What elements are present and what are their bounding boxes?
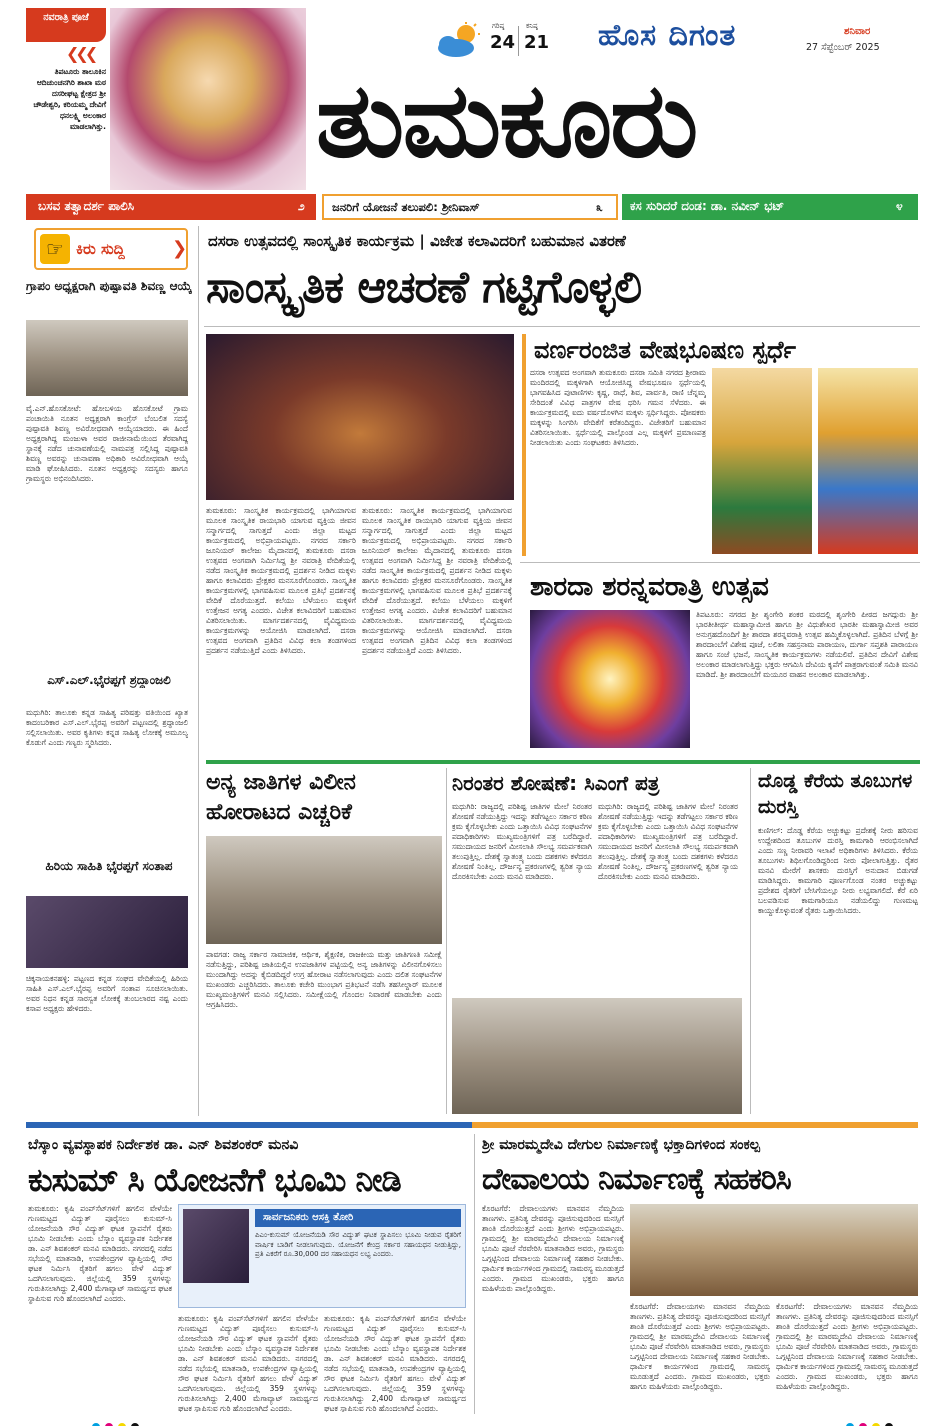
weather-min-label: ಕನಿಷ್ಠ — [526, 22, 538, 30]
exploit-photo — [452, 998, 742, 1114]
exploit-body-col2: ಮಧುಗಿರಿ: ರಾಜ್ಯದಲ್ಲಿ ಪರಿಶಿಷ್ಟ ಜಾತಿಗಳ ಮೇಲೆ ನಿರಂತರ ಶೋಷಣೆ ನಡೆಯುತ್ತಿದ್ದು ಇದನ್ನು ತಡೆಗಟ್ಟಲು ಸರ್ಕಾರ ಕಠಿಣ ಕ್ರಮ ಕೈಗೊಳ್ಳಬೇಕು ಎಂದು ಒತ್ತಾಯಿಸಿ ವಿವಿಧ ಸಂಘಟನೆಗಳ ಪದಾಧಿಕಾರಿಗಳು ಮುಖ್ಯಮಂತ್ರಿಗಳಿಗೆ ಪತ್ರ ಬರೆದಿದ್ದಾರೆ. ಸಮುದಾಯದ ಜನರಿಗೆ ಮೀಸಲಾತಿ ಸೌಲಭ್ಯ ಸಮರ್ಪಕವಾಗಿ ತಲುಪುತ್ತಿಲ್ಲ. ದೇಶಕ್ಕೆ ಸ್ವಾತಂತ್ರ್ಯ ಬಂದು ದಶಕಗಳು ಕಳೆದರೂ ಶೋಷಣೆ ನಿಂತಿಲ್ಲ. ದೌರ್ಜನ್ಯ ಪ್ರಕರಣಗಳಲ್ಲಿ ತ್ವರಿತ ನ್ಯಾಯ ದೊರಕಿಸಬೇಕು ಎಂದು ಮನವಿ ಮಾಡಿದರು. — [598, 802, 738, 881]
sidebar-item-3-title: ಹಿರಿಯ ಸಾಹಿತಿ ಭೈರಪ್ಪಗೆ ಸಂತಾಪ — [45, 859, 173, 873]
caste-body: ಪಾವಗಡ: ರಾಜ್ಯ ಸರ್ಕಾರ ಸಾಮಾಜಿಕ, ಆರ್ಥಿಕ, ಶೈಕ್ಷಣಿಕ, ರಾಜಕೀಯ ಮತ್ತು ಜಾತಿಗಣತಿ ಸಮೀಕ್ಷೆ ನಡೆಸುತ್ತಿದ್ದು, ಪರಿಶಿಷ್ಟ ಜಾತಿಯಲ್ಲಿನ ಉಪಜಾತಿಗಳ ಪಟ್ಟಿಯಲ್ಲಿ ಅನ್ಯ ಜಾತಿಗಳನ್ನು ವಿಲೀನಗೊಳಿಸಲು ಮುಂದಾಗಿದ್ದು ಅದನ್ನು ಕೈಬಿಡದಿದ್ದರೆ ಉಗ್ರ ಹೋರಾಟ ನಡೆಸಲಾಗುವುದು ಎಂದು ದಲಿತ ಸಂಘಟನೆಗಳ ಮುಖಂಡರು ಎಚ್ಚರಿಸಿದರು. ತಾಲೂಕು ಕಚೇರಿ ಮುಂಭಾಗ ಪ್ರತಿಭಟನೆ ನಡೆಸಿ ತಹಸೀಲ್ದಾರ್ ಮೂಲಕ ಮುಖ್ಯಮಂತ್ರಿಗಳಿಗೆ ಮನವಿ ಸಲ್ಲಿಸಿದರು. ಸಮೀಕ್ಷೆಯಲ್ಲಿ ಗೊಂದಲ ನಿವಾರಣೆ ಮಾಡಬೇಕು ಎಂದು ಆಗ್ರಹಿಸಿದರು. — [206, 950, 442, 1009]
lead-headline: ಸಾಂಸ್ಕೃತಿಕ ಆಚರಣೆ ಗಟ್ಟಿಗೊಳ್ಳಲಿ — [206, 262, 642, 313]
weather-max: 24 — [490, 32, 516, 53]
lead-body-col1: ತುಮಕೂರು: ಸಾಂಸ್ಕೃತಿಕ ಕಾರ್ಯಕ್ರಮದಲ್ಲಿ ಭಾಗಿಯಾಗುವ ಮೂಲಕ ಸಾಂಸ್ಕೃತಿಕ ರಾಯಭಾರಿ ಯಾಗುವ ವ್ಯಕ್ತಿಯ ಜೀವನ ಸನ್ಮಾರ್ಗದಲ್ಲಿ ಸಾಗುತ್ತದೆ ಎಂದು ಜಿಲ್ಲಾ ಮಟ್ಟದ ಕಾರ್ಯಕ್ರಮದಲ್ಲಿ ಅಭಿಪ್ರಾಯಪಟ್ಟರು. ನಗರದ ಸರ್ಕಾರಿ ಜೂನಿಯರ್ ಕಾಲೇಜು ಮೈದಾನದಲ್ಲಿ ತುಮಕೂರು ದಸರಾ ಉತ್ಸವದ ಅಂಗವಾಗಿ ನಿರ್ಮಿಸಿದ್ದ ಶ್ರೀ ನವರಾತ್ರಿ ವೇದಿಕೆಯಲ್ಲಿ ನಡೆದ ಸಾಂಸ್ಕೃತಿಕ ಕಾರ್ಯಕ್ರಮದಲ್ಲಿ ಪ್ರದರ್ಶನ ನೀಡಿದ ಮಕ್ಕಳು ಹಾಗೂ ಕಲಾವಿದರು ಪ್ರೇಕ್ಷಕರ ಮನಸೂರೆಗೊಂಡರು. ಸಾಂಸ್ಕೃತಿಕ ಕಾರ್ಯಕ್ರಮಗಳಲ್ಲಿ ಭಾಗವಹಿಸುವ ಮೂಲಕ ಪ್ರತಿಭೆ ಪ್ರದರ್ಶನಕ್ಕೆ ವೇದಿಕೆ ದೊರೆಯುತ್ತದೆ. ಕಲೆಯು ಬೆಳೆಯಲು ಮಕ್ಕಳಿಗೆ ಉತ್ತೇಜನ ಅಗತ್ಯ ಎಂದರು. ವಿಜೇತ ಕಲಾವಿದರಿಗೆ ಬಹುಮಾನ ವಿತರಿಸಲಾಯಿತು. ಮಾರ್ಗದರ್ಶನದಲ್ಲಿ ವೈವಿಧ್ಯಮಯ ಕಾರ್ಯಕ್ರಮಗಳನ್ನು ಆಯೋಜಿಸಿ ಮಾಡಲಾಗಿದೆ. ದಸರಾ ಉತ್ಸವದ ಅಂಗವಾಗಿ ಪ್ರತಿದಿನ ವಿವಿಧ ಕಲಾ ತಂಡಗಳಿಂದ ಪ್ರದರ್ಶನ ನಡೆಯುತ್ತಿದೆ ಎಂದು ತಿಳಿಸಿದರು. — [206, 506, 356, 655]
teaser-1-text: ಬಸವ ತತ್ವಾದರ್ಶ ಪಾಲಿಸಿ — [38, 199, 135, 213]
temple-headline: ದೇವಾಲಯ ನಿರ್ಮಾಣಕ್ಕೆ ಸಹಕರಿಸಿ — [482, 1162, 791, 1197]
weather-max-label: ಗರಿಷ್ಠ — [492, 22, 505, 30]
kusum-box-body: ಪಿಎಂ-ಕುಸುಮ್ ಯೋಜನೆಯಡಿ ಸೌರ ವಿದ್ಯುತ್ ಘಟಕ ಸ್ಥಾಪಿಸಲು ಭೂಮಿ ನೀಡುವ ರೈತರಿಗೆ ವಾರ್ಷಿಕ ಬಾಡಿಗೆ ನೀಡಲಾಗುವುದು. ಯೋಜನೆಗೆ ಕೇಂದ್ರ ಸರ್ಕಾರ ಸಹಾಯಧನ ನೀಡುತ್ತಿದ್ದು, ಪ್ರತಿ ಎಕರೆಗೆ ರೂ.30,000 ದರ ಸಹಾಯಧನ ಲಭ್ಯ ಎಂದರು. — [255, 1231, 461, 1258]
kusum-kicker: ಬೆಸ್ಕಾಂ ವ್ಯವಸ್ಥಾಪಕ ನಿರ್ದೇಶಕ ಡಾ. ಎನ್ ಶಿವಶಂಕರ್ ಮನವಿ — [28, 1137, 299, 1153]
sidebar-item-3-body: ಚಿಕ್ಕನಾಯಕನಹಳ್ಳಿ: ಪಟ್ಟಣದ ಕನ್ನಡ ಸಂಘದ ವೇದಿಕೆಯಲ್ಲಿ ಹಿರಿಯ ಸಾಹಿತಿ ಎಸ್.ಎಲ್.ಭೈರಪ್ಪ ಅವರಿಗೆ ಸಂತಾಪ ಸೂಚಿಸಲಾಯಿತು. ಅವರ ನಿಧನ ಕನ್ನಡ ಸಾರಸ್ವತ ಲೋಕಕ್ಕೆ ತುಂಬಲಾರದ ನಷ್ಟ ಎಂದು ಕಸಾಪ ಅಧ್ಯಕ್ಷರು ಹೇಳಿದರು. — [26, 974, 188, 1013]
sidebar-item-1-title: ಗ್ರಾಪಂ ಅಧ್ಯಕ್ಷರಾಗಿ ಪುಷ್ಪಾವತಿ ಶಿವಣ್ಣ ಆಯ್ಕೆ — [26, 279, 192, 293]
temple-photo — [630, 1204, 918, 1296]
registration-mark-right — [846, 1416, 893, 1426]
costume-photo-2 — [818, 368, 918, 554]
lead-body-col2: ತುಮಕೂರು: ಸಾಂಸ್ಕೃತಿಕ ಕಾರ್ಯಕ್ರಮದಲ್ಲಿ ಭಾಗಿಯಾಗುವ ಮೂಲಕ ಸಾಂಸ್ಕೃತಿಕ ರಾಯಭಾರಿ ಯಾಗುವ ವ್ಯಕ್ತಿಯ ಜೀವನ ಸನ್ಮಾರ್ಗದಲ್ಲಿ ಸಾಗುತ್ತದೆ ಎಂದು ಜಿಲ್ಲಾ ಮಟ್ಟದ ಕಾರ್ಯಕ್ರಮದಲ್ಲಿ ಅಭಿಪ್ರಾಯಪಟ್ಟರು. ನಗರದ ಸರ್ಕಾರಿ ಜೂನಿಯರ್ ಕಾಲೇಜು ಮೈದಾನದಲ್ಲಿ ತುಮಕೂರು ದಸರಾ ಉತ್ಸವದ ಅಂಗವಾಗಿ ನಿರ್ಮಿಸಿದ್ದ ಶ್ರೀ ನವರಾತ್ರಿ ವೇದಿಕೆಯಲ್ಲಿ ನಡೆದ ಸಾಂಸ್ಕೃತಿಕ ಕಾರ್ಯಕ್ರಮದಲ್ಲಿ ಪ್ರದರ್ಶನ ನೀಡಿದ ಮಕ್ಕಳು ಹಾಗೂ ಕಲಾವಿದರು ಪ್ರೇಕ್ಷಕರ ಮನಸೂರೆಗೊಂಡರು. ಸಾಂಸ್ಕೃತಿಕ ಕಾರ್ಯಕ್ರಮಗಳಲ್ಲಿ ಭಾಗವಹಿಸುವ ಮೂಲಕ ಪ್ರತಿಭೆ ಪ್ರದರ್ಶನಕ್ಕೆ ವೇದಿಕೆ ದೊರೆಯುತ್ತದೆ. ಕಲೆಯು ಬೆಳೆಯಲು ಮಕ್ಕಳಿಗೆ ಉತ್ತೇಜನ ಅಗತ್ಯ ಎಂದರು. ವಿಜೇತ ಕಲಾವಿದರಿಗೆ ಬಹುಮಾನ ವಿತರಿಸಲಾಯಿತು. ಮಾರ್ಗದರ್ಶನದಲ್ಲಿ ವೈವಿಧ್ಯಮಯ ಕಾರ್ಯಕ್ರಮಗಳನ್ನು ಆಯೋಜಿಸಿ ಮಾಡಲಾಗಿದೆ. ದಸರಾ ಉತ್ಸವದ ಅಂಗವಾಗಿ ಪ್ರತಿದಿನ ವಿವಿಧ ಕಲಾ ತಂಡಗಳಿಂದ ಪ್ರದರ್ಶನ ನಡೆಯುತ್ತಿದೆ ಎಂದು ತಿಳಿಸಿದರು. — [362, 506, 512, 655]
kusum-box-title: ಸಾರ್ವಜನಿಕರು ಆಸಕ್ತಿ ತೋರಿ — [255, 1209, 461, 1227]
caste-photo — [206, 836, 442, 944]
lead-photo — [206, 334, 514, 500]
teaser-3-text: ಕಸ ಸುರಿದರೆ ದಂಡ: ಡಾ. ನವೀನ್ ಭಟ್ — [630, 199, 785, 213]
sidebar-item-3-photo — [26, 896, 188, 968]
festival-caption: ತಿಪಟೂರು ತಾಲೂಕಿನ ಆದಿಚುಂಚನಗಿರಿ ಶಾಖಾ ಮಠ ದಸರೀಘಟ್ಟ ಕ್ಷೇತ್ರದ ಶ್ರೀ ಚೌಡೇಶ್ವರಿ, ಕರಿಯಮ್ಮ ದೇವಿಗೆ ಧನಲಕ್ಷ್ಮಿ ಅಲಂಕಾರ ಮಾಡಲಾಗಿತ್ತು. — [33, 67, 106, 131]
registration-mark-left — [92, 1416, 139, 1426]
kusum-box — [178, 1204, 466, 1308]
kusum-headline: ಕುಸುಮ್ ಸಿ ಯೋಜನೆಗೆ ಭೂಮಿ ನೀಡಿ — [28, 1161, 401, 1199]
costume-body: ದಸರಾ ಉತ್ಸವದ ಅಂಗವಾಗಿ ತುಮಕೂರು ದಸರಾ ಸಮಿತಿ ನಗರದ ಶ್ರೀರಾಮ ಮಂದಿರದಲ್ಲಿ ಮಕ್ಕಳಿಗಾಗಿ ಆಯೋಜಿಸಿದ್ದ ವೇಷಭೂಷಣ ಸ್ಪರ್ಧೆಯಲ್ಲಿ ಭಾಗವಹಿಸಿದ ಪುಟಾಣಿಗಳು ಕೃಷ್ಣ, ರಾಧೆ, ಶಿವ, ಪಾರ್ವತಿ, ರಾಣಿ ಚೆನ್ನಮ್ಮ ಸೇರಿದಂತೆ ವಿವಿಧ ಪಾತ್ರಗಳ ವೇಷ ಧರಿಸಿ ಗಮನ ಸೆಳೆದರು. ಈ ಕಾರ್ಯಕ್ರಮದಲ್ಲಿ ಐದು ವರ್ಷದೊಳಗಿನ ಮಕ್ಕಳು ಸ್ಪರ್ಧಿಸಿದ್ದರು. ಪೋಷಕರು ಮಕ್ಕಳನ್ನು ಸಿಂಗರಿಸಿ ವೇದಿಕೆಗೆ ಕರೆತಂದಿದ್ದರು. ವಿಜೇತರಿಗೆ ಬಹುಮಾನ ವಿತರಿಸಲಾಯಿತು. ಸ್ಪರ್ಧೆಯಲ್ಲಿ ಪಾಲ್ಗೊಂಡ ಎಲ್ಲ ಮಕ್ಕಳಿಗೆ ಪ್ರಮಾಣಪತ್ರ ನೀಡಲಾಯಿತು ಎಂದು ಸಂಘಟಕರು ತಿಳಿಸಿದರು. — [530, 368, 706, 447]
sidebar-brand-text: ಕಿರು ಸುದ್ದಿ — [76, 240, 125, 258]
partly-cloudy-icon — [434, 22, 486, 60]
sidebar-brand — [34, 228, 188, 270]
teaser-2[interactable] — [322, 194, 618, 220]
sidebar-item-1-photo — [26, 320, 188, 396]
sharada-headline: ಶಾರದಾ ಶರನ್ನವರಾತ್ರಿ ಉತ್ಸವ — [530, 572, 769, 602]
chevron-icon: ❮❮❮ — [66, 44, 95, 63]
sidebar-item-2-body: ಮಧುಗಿರಿ: ತಾಲೂಕು ಕನ್ನಡ ಸಾಹಿತ್ಯ ಪರಿಷತ್ತು ವತಿಯಿಂದ ಖ್ಯಾತ ಕಾದಂಬರಿಕಾರ ಎಸ್.ಎಲ್.ಭೈರಪ್ಪ ಅವರಿಗೆ ಪಟ್ಟಣದಲ್ಲಿ ಶ್ರದ್ಧಾಂಜಲಿ ಸಲ್ಲಿಸಲಾಯಿತು. ಅವರ ಕೃತಿಗಳು ಕನ್ನಡ ಸಾಹಿತ್ಯ ಲೋಕಕ್ಕೆ ಅಮೂಲ್ಯ ಕೊಡುಗೆ ಎಂದು ಗಣ್ಯರು ಸ್ಮರಿಸಿದರು. — [26, 708, 188, 747]
teaser-bar — [26, 194, 918, 220]
temple-body-col3: ಕೊರಟಗೆರೆ: ದೇವಾಲಯಗಳು ಮಾನವನ ನೆಮ್ಮದಿಯ ತಾಣಗಳು. ಪ್ರತಿನಿತ್ಯ ದೇವರನ್ನು ಪೂಜಿಸುವುದರಿಂದ ಮನಸ್ಸಿಗೆ ಶಾಂತಿ ದೊರೆಯುತ್ತದೆ ಎಂದು ಶ್ರೀಗಳು ಅಭಿಪ್ರಾಯಪಟ್ಟರು. ಗ್ರಾಮದಲ್ಲಿ ಶ್ರೀ ಮಾರಮ್ಮದೇವಿ ದೇವಾಲಯ ನಿರ್ಮಾಣಕ್ಕೆ ಭೂಮಿ ಪೂಜೆ ನೆರವೇರಿಸಿ ಮಾತನಾಡಿದ ಅವರು, ಗ್ರಾಮಸ್ಥರು ಒಗ್ಗಟ್ಟಿನಿಂದ ದೇವಾಲಯ ನಿರ್ಮಾಣಕ್ಕೆ ಸಹಕಾರ ನೀಡಬೇಕು. ಧಾರ್ಮಿಕ ಕಾರ್ಯಗಳಿಂದ ಗ್ರಾಮದಲ್ಲಿ ಸಾಮರಸ್ಯ ಮೂಡುತ್ತದೆ ಎಂದರು. ಗ್ರಾಮದ ಮುಖಂಡರು, ಭಕ್ತರು ಹಾಗೂ ಮಹಿಳೆಯರು ಪಾಲ್ಗೊಂಡಿದ್ದರು. — [776, 1302, 918, 1391]
lake-headline: ದೊಡ್ಡ ಕೆರೆಯ ತೂಬುಗಳ ದುರಸ್ತಿ — [758, 770, 913, 818]
edition-title: ತುಮಕೂರು — [316, 59, 697, 181]
festival-box — [26, 8, 306, 190]
temple-kicker: ಶ್ರೀ ಮಾರಮ್ಮದೇವಿ ದೇಗುಲ ನಿರ್ಮಾಣಕ್ಕೆ ಭಕ್ತಾದಿಗಳಿಂದ ಸಂಕಲ್ಪ — [482, 1137, 760, 1153]
teaser-3-page: ೪ — [896, 199, 903, 213]
teaser-1-page: ೨ — [298, 199, 305, 213]
pointing-hand-icon: ☞ — [40, 234, 70, 264]
sidebar — [26, 226, 192, 1116]
sharada-photo — [530, 610, 690, 748]
teaser-2-page: ೩ — [596, 200, 603, 214]
costume-headline: ವರ್ಣರಂಜಿತ ವೇಷಭೂಷಣ ಸ್ಪರ್ಧೆ — [534, 336, 796, 364]
chevron-right-icon: ❯ — [172, 238, 188, 259]
costume-photo-1 — [712, 368, 812, 554]
teaser-3[interactable] — [622, 194, 918, 220]
sidebar-item-2-title: ಎಸ್.ಎಲ್.ಭೈರಪ್ಪಗೆ ಶ್ರದ್ಧಾಂಜಲಿ — [47, 673, 171, 687]
teaser-1[interactable] — [26, 194, 316, 220]
paper-logo: ಹೊಸ ದಿಗಂತ — [598, 18, 737, 53]
temple-body-col2: ಕೊರಟಗೆರೆ: ದೇವಾಲಯಗಳು ಮಾನವನ ನೆಮ್ಮದಿಯ ತಾಣಗಳು. ಪ್ರತಿನಿತ್ಯ ದೇವರನ್ನು ಪೂಜಿಸುವುದರಿಂದ ಮನಸ್ಸಿಗೆ ಶಾಂತಿ ದೊರೆಯುತ್ತದೆ ಎಂದು ಶ್ರೀಗಳು ಅಭಿಪ್ರಾಯಪಟ್ಟರು. ಗ್ರಾಮದಲ್ಲಿ ಶ್ರೀ ಮಾರಮ್ಮದೇವಿ ದೇವಾಲಯ ನಿರ್ಮಾಣಕ್ಕೆ ಭೂಮಿ ಪೂಜೆ ನೆರವೇರಿಸಿ ಮಾತನಾಡಿದ ಅವರು, ಗ್ರಾಮಸ್ಥರು ಒಗ್ಗಟ್ಟಿನಿಂದ ದೇವಾಲಯ ನಿರ್ಮಾಣಕ್ಕೆ ಸಹಕಾರ ನೀಡಬೇಕು. ಧಾರ್ಮಿಕ ಕಾರ್ಯಗಳಿಂದ ಗ್ರಾಮದಲ್ಲಿ ಸಾಮರಸ್ಯ ಮೂಡುತ್ತದೆ ಎಂದರು. ಗ್ರಾಮದ ಮುಖಂಡರು, ಭಕ್ತರು ಹಾಗೂ ಮಹಿಳೆಯರು ಪಾಲ್ಗೊಂಡಿದ್ದರು. — [630, 1302, 770, 1391]
kusum-photo — [183, 1209, 249, 1283]
caste-headline: ಅನ್ಯ ಜಾತಿಗಳ ವಿಲೀನ ಹೋರಾಟದ ಎಚ್ಚರಿಕೆ — [206, 770, 356, 825]
kusum-body-col1: ತುಮಕೂರು: ಕೃಷಿ ಪಂಪ್‌ಸೆಟ್‌ಗಳಿಗೆ ಹಗಲಿನ ವೇಳೆಯೇ ಗುಣಮಟ್ಟದ ವಿದ್ಯುತ್ ಪೂರೈಸಲು ಕುಸುಮ್-ಸಿ ಯೋಜನೆಯಡಿ ಸೌರ ವಿದ್ಯುತ್ ಘಟಕ ಸ್ಥಾಪನೆಗೆ ರೈತರು ಭೂಮಿ ನೀಡಬೇಕು ಎಂದು ಬೆಸ್ಕಾಂ ವ್ಯವಸ್ಥಾಪಕ ನಿರ್ದೇಶಕ ಡಾ. ಎನ್ ಶಿವಶಂಕರ್ ಮನವಿ ಮಾಡಿದರು. ನಗರದಲ್ಲಿ ನಡೆದ ಸಭೆಯಲ್ಲಿ ಮಾತನಾಡಿ, ಉಪಕೇಂದ್ರಗಳ ವ್ಯಾಪ್ತಿಯಲ್ಲಿ ಸೌರ ಘಟಕ ನಿರ್ಮಿಸಿ ರೈತರಿಗೆ ಹಗಲು ವೇಳೆ ವಿದ್ಯುತ್ ಒದಗಿಸಲಾಗುವುದು. ಜಿಲ್ಲೆಯಲ್ಲಿ 359 ಸ್ಥಳಗಳನ್ನು ಗುರುತಿಸಲಾಗಿದ್ದು 2,400 ಮೆಗಾವ್ಯಾಟ್ ಸಾಮರ್ಥ್ಯದ ಘಟಕ ಸ್ಥಾಪಿಸುವ ಗುರಿ ಹೊಂದಲಾಗಿದೆ ಎಂದರು. — [28, 1204, 172, 1303]
exploit-headline: ನಿರಂತರ ಶೋಷಣೆ: ಸಿಎಂಗೆ ಪತ್ರ — [452, 771, 660, 795]
lead-kicker: ದಸರಾ ಉತ್ಸವದಲ್ಲಿ ಸಾಂಸ್ಕೃತಿಕ ಕಾರ್ಯಕ್ರಮ | ವಿಜೇತ ಕಲಾವಿದರಿಗೆ ಬಹುಮಾನ ವಿತರಣೆ — [208, 232, 626, 250]
temple-body-col1: ಕೊರಟಗೆರೆ: ದೇವಾಲಯಗಳು ಮಾನವನ ನೆಮ್ಮದಿಯ ತಾಣಗಳು. ಪ್ರತಿನಿತ್ಯ ದೇವರನ್ನು ಪೂಜಿಸುವುದರಿಂದ ಮನಸ್ಸಿಗೆ ಶಾಂತಿ ದೊರೆಯುತ್ತದೆ ಎಂದು ಶ್ರೀಗಳು ಅಭಿಪ್ರಾಯಪಟ್ಟರು. ಗ್ರಾಮದಲ್ಲಿ ಶ್ರೀ ಮಾರಮ್ಮದೇವಿ ದೇವಾಲಯ ನಿರ್ಮಾಣಕ್ಕೆ ಭೂಮಿ ಪೂಜೆ ನೆರವೇರಿಸಿ ಮಾತನಾಡಿದ ಅವರು, ಗ್ರಾಮಸ್ಥರು ಒಗ್ಗಟ್ಟಿನಿಂದ ದೇವಾಲಯ ನಿರ್ಮಾಣಕ್ಕೆ ಸಹಕಾರ ನೀಡಬೇಕು. ಧಾರ್ಮಿಕ ಕಾರ್ಯಗಳಿಂದ ಗ್ರಾಮದಲ್ಲಿ ಸಾಮರಸ್ಯ ಮೂಡುತ್ತದೆ ಎಂದರು. ಗ್ರಾಮದ ಮುಖಂಡರು, ಭಕ್ತರು ಹಾಗೂ ಮಹಿಳೆಯರು ಪಾಲ್ಗೊಂಡಿದ್ದರು. — [482, 1204, 624, 1293]
lake-body: ಕುಣಿಗಲ್: ದೊಡ್ಡ ಕೆರೆಯ ಅಚ್ಚುಕಟ್ಟು ಪ್ರದೇಶಕ್ಕೆ ನೀರು ಹರಿಸುವ ಉದ್ದೇಶದಿಂದ ತೂಬುಗಳ ದುರಸ್ತಿ ಕಾಮಗಾರಿ ಆರಂಭಿಸಲಾಗಿದೆ ಎಂದು ಸಣ್ಣ ನೀರಾವರಿ ಇಲಾಖೆ ಅಧಿಕಾರಿಗಳು ತಿಳಿಸಿದರು. ಕೆರೆಯ ತೂಬುಗಳು ಶಿಥಿಲಗೊಂಡಿದ್ದರಿಂದ ನೀರು ಪೋಲಾಗುತ್ತಿತ್ತು. ರೈತರ ಮನವಿ ಮೇರೆಗೆ ಶಾಸಕರು ದುರಸ್ತಿಗೆ ಅನುದಾನ ಬಿಡುಗಡೆ ಮಾಡಿಸಿದ್ದರು. ಕಾಮಗಾರಿ ಪೂರ್ಣಗೊಂಡ ನಂತರ ಅಚ್ಚುಕಟ್ಟು ಪ್ರದೇಶದ ರೈತರಿಗೆ ಬೇಸಿಗೆಯಲ್ಲೂ ನೀರು ಲಭ್ಯವಾಗಲಿದೆ. ಕೆರೆ ಏರಿ ಬಲಪಡಿಸುವ ಕಾಮಗಾರಿಯೂ ನಡೆಯಲಿದ್ದು ಗುಣಮಟ್ಟ ಕಾಯ್ದುಕೊಳ್ಳುವಂತೆ ರೈತರು ಒತ್ತಾಯಿಸಿದರು. — [758, 826, 918, 915]
teaser-2-text: ಜನರಿಗೆ ಯೋಜನೆ ತಲುಪಲಿ: ಶ್ರೀನಿವಾಸ್ — [332, 200, 480, 214]
masthead-date: 27 ಸೆಪ್ಟೆಂಬರ್ 2025 — [806, 42, 880, 53]
masthead-day: ಶನಿವಾರ — [844, 26, 871, 37]
sharada-body: ತಿಪಟೂರು: ನಗರದ ಶ್ರೀ ಶೃಂಗೇರಿ ಶಂಕರ ಮಠದಲ್ಲಿ ಶೃಂಗೇರಿ ಪೀಠದ ಜಗದ್ಗುರು ಶ್ರೀ ಭಾರತೀತೀರ್ಥ ಮಹಾಸ್ವಾಮೀಜಿ ಹಾಗೂ ಶ್ರೀ ವಿಧುಶೇಖರ ಭಾರತೀ ಮಹಾಸ್ವಾಮೀಜಿ ಅವರ ಅನುಗ್ರಹದೊಂದಿಗೆ ಶ್ರೀ ಶಾರದಾ ಶರನ್ನವರಾತ್ರಿ ಉತ್ಸವ ಹಮ್ಮಿಕೊಳ್ಳಲಾಗಿದೆ. ಪ್ರತಿದಿನ ಬೆಳಗ್ಗೆ ಶ್ರೀ ಶಾರದಾಂಬೆಗೆ ವಿಶೇಷ ಪೂಜೆ, ಲಲಿತಾ ಸಹಸ್ರನಾಮ ಪಾರಾಯಣ, ದುರ್ಗಾ ಸಪ್ತಶತಿ ಪಾರಾಯಣ ಹಾಗೂ ಸಂಜೆ ಭಜನೆ, ಸಾಂಸ್ಕೃತಿಕ ಕಾರ್ಯಕ್ರಮಗಳು ನಡೆಯಲಿವೆ. ಪ್ರತಿದಿನ ದೇವಿಗೆ ವಿಶೇಷ ಅಲಂಕಾರ ಮಾಡಲಾಗುತ್ತಿದ್ದು ಭಕ್ತರು ಆಗಮಿಸಿ ದೇವಿಯ ಕೃಪೆಗೆ ಪಾತ್ರರಾಗುವಂತೆ ಸಮಿತಿ ಮನವಿ ಮಾಡಿದೆ. ಶ್ರೀ ಶಾರದಾಂಬೆಗೆ ಮಯೂರ ವಾಹನ ಅಲಂಕಾರ ಮಾಡಲಾಗಿತ್ತು. — [696, 610, 918, 679]
festival-tag: ನವರಾತ್ರಿ ಪೂಜೆ — [26, 8, 106, 42]
kusum-body-col3: ತುಮಕೂರು: ಕೃಷಿ ಪಂಪ್‌ಸೆಟ್‌ಗಳಿಗೆ ಹಗಲಿನ ವೇಳೆಯೇ ಗುಣಮಟ್ಟದ ವಿದ್ಯುತ್ ಪೂರೈಸಲು ಕುಸುಮ್-ಸಿ ಯೋಜನೆಯಡಿ ಸೌರ ವಿದ್ಯುತ್ ಘಟಕ ಸ್ಥಾಪನೆಗೆ ರೈತರು ಭೂಮಿ ನೀಡಬೇಕು ಎಂದು ಬೆಸ್ಕಾಂ ವ್ಯವಸ್ಥಾಪಕ ನಿರ್ದೇಶಕ ಡಾ. ಎನ್ ಶಿವಶಂಕರ್ ಮನವಿ ಮಾಡಿದರು. ನಗರದಲ್ಲಿ ನಡೆದ ಸಭೆಯಲ್ಲಿ ಮಾತನಾಡಿ, ಉಪಕೇಂದ್ರಗಳ ವ್ಯಾಪ್ತಿಯಲ್ಲಿ ಸೌರ ಘಟಕ ನಿರ್ಮಿಸಿ ರೈತರಿಗೆ ಹಗಲು ವೇಳೆ ವಿದ್ಯುತ್ ಒದಗಿಸಲಾಗುವುದು. ಜಿಲ್ಲೆಯಲ್ಲಿ 359 ಸ್ಥಳಗಳನ್ನು ಗುರುತಿಸಲಾಗಿದ್ದು 2,400 ಮೆಗಾವ್ಯಾಟ್ ಸಾಮರ್ಥ್ಯದ ಘಟಕ ಸ್ಥಾಪಿಸುವ ಗುರಿ ಹೊಂದಲಾಗಿದೆ ಎಂದರು. — [324, 1314, 466, 1412]
exploit-body-col1: ಮಧುಗಿರಿ: ರಾಜ್ಯದಲ್ಲಿ ಪರಿಶಿಷ್ಟ ಜಾತಿಗಳ ಮೇಲೆ ನಿರಂತರ ಶೋಷಣೆ ನಡೆಯುತ್ತಿದ್ದು ಇದನ್ನು ತಡೆಗಟ್ಟಲು ಸರ್ಕಾರ ಕಠಿಣ ಕ್ರಮ ಕೈಗೊಳ್ಳಬೇಕು ಎಂದು ಒತ್ತಾಯಿಸಿ ವಿವಿಧ ಸಂಘಟನೆಗಳ ಪದಾಧಿಕಾರಿಗಳು ಮುಖ್ಯಮಂತ್ರಿಗಳಿಗೆ ಪತ್ರ ಬರೆದಿದ್ದಾರೆ. ಸಮುದಾಯದ ಜನರಿಗೆ ಮೀಸಲಾತಿ ಸೌಲಭ್ಯ ಸಮರ್ಪಕವಾಗಿ ತಲುಪುತ್ತಿಲ್ಲ. ದೇಶಕ್ಕೆ ಸ್ವಾತಂತ್ರ್ಯ ಬಂದು ದಶಕಗಳು ಕಳೆದರೂ ಶೋಷಣೆ ನಿಂತಿಲ್ಲ. ದೌರ್ಜನ್ಯ ಪ್ರಕರಣಗಳಲ್ಲಿ ತ್ವರಿತ ನ್ಯಾಯ ದೊರಕಿಸಬೇಕು ಎಂದು ಮನವಿ ಮಾಡಿದರು. — [452, 802, 592, 881]
festival-photo — [110, 8, 306, 190]
kusum-body-col2: ತುಮಕೂರು: ಕೃಷಿ ಪಂಪ್‌ಸೆಟ್‌ಗಳಿಗೆ ಹಗಲಿನ ವೇಳೆಯೇ ಗುಣಮಟ್ಟದ ವಿದ್ಯುತ್ ಪೂರೈಸಲು ಕುಸುಮ್-ಸಿ ಯೋಜನೆಯಡಿ ಸೌರ ವಿದ್ಯುತ್ ಘಟಕ ಸ್ಥಾಪನೆಗೆ ರೈತರು ಭೂಮಿ ನೀಡಬೇಕು ಎಂದು ಬೆಸ್ಕಾಂ ವ್ಯವಸ್ಥಾಪಕ ನಿರ್ದೇಶಕ ಡಾ. ಎನ್ ಶಿವಶಂಕರ್ ಮನವಿ ಮಾಡಿದರು. ನಗರದಲ್ಲಿ ನಡೆದ ಸಭೆಯಲ್ಲಿ ಮಾತನಾಡಿ, ಉಪಕೇಂದ್ರಗಳ ವ್ಯಾಪ್ತಿಯಲ್ಲಿ ಸೌರ ಘಟಕ ನಿರ್ಮಿಸಿ ರೈತರಿಗೆ ಹಗಲು ವೇಳೆ ವಿದ್ಯುತ್ ಒದಗಿಸಲಾಗುವುದು. ಜಿಲ್ಲೆಯಲ್ಲಿ 359 ಸ್ಥಳಗಳನ್ನು ಗುರುತಿಸಲಾಗಿದ್ದು 2,400 ಮೆಗಾವ್ಯಾಟ್ ಸಾಮರ್ಥ್ಯದ ಘಟಕ ಸ್ಥಾಪಿಸುವ ಗುರಿ ಹೊಂದಲಾಗಿದೆ ಎಂದರು. — [178, 1314, 318, 1412]
sidebar-item-1-body: ವೈ.ಎನ್.ಹೊಸಕೋಟೆ: ಹೋಬಳಿಯ ಹೊಸಕೋಟೆ ಗ್ರಾಮ ಪಂಚಾಯಿತಿ ನೂತನ ಅಧ್ಯಕ್ಷರಾಗಿ ಕಾಂಗ್ರೆಸ್ ಬೆಂಬಲಿತ ಸದಸ್ಯೆ ಪುಷ್ಪಾವತಿ ಶಿವಣ್ಣ ಅವಿರೋಧವಾಗಿ ಆಯ್ಕೆಯಾದರು. ಈ ಹಿಂದೆ ಅಧ್ಯಕ್ಷರಾಗಿದ್ದ ಮಂಜುಳಾ ಅವರ ರಾಜೀನಾಮೆಯಿಂದ ತೆರವಾಗಿದ್ದ ಸ್ಥಾನಕ್ಕೆ ನಡೆದ ಚುನಾವಣೆಯಲ್ಲಿ ನಾಮಪತ್ರ ಸಲ್ಲಿಸಿದ್ದ ಪುಷ್ಪಾವತಿ ಶಿವಣ್ಣ ಅವರನ್ನು ಚುನಾವಣಾ ಅಧಿಕಾರಿ ಅವಿರೋಧವಾಗಿ ಆಯ್ಕೆ ಮಾಡಿ ಘೋಷಿಸಿದರು. ನೂತನ ಅಧ್ಯಕ್ಷರನ್ನು ಸದಸ್ಯರು ಹಾಗೂ ಗ್ರಾಮಸ್ಥರು ಅಭಿನಂದಿಸಿದರು. — [26, 404, 188, 483]
weather-min: 21 — [524, 32, 550, 53]
